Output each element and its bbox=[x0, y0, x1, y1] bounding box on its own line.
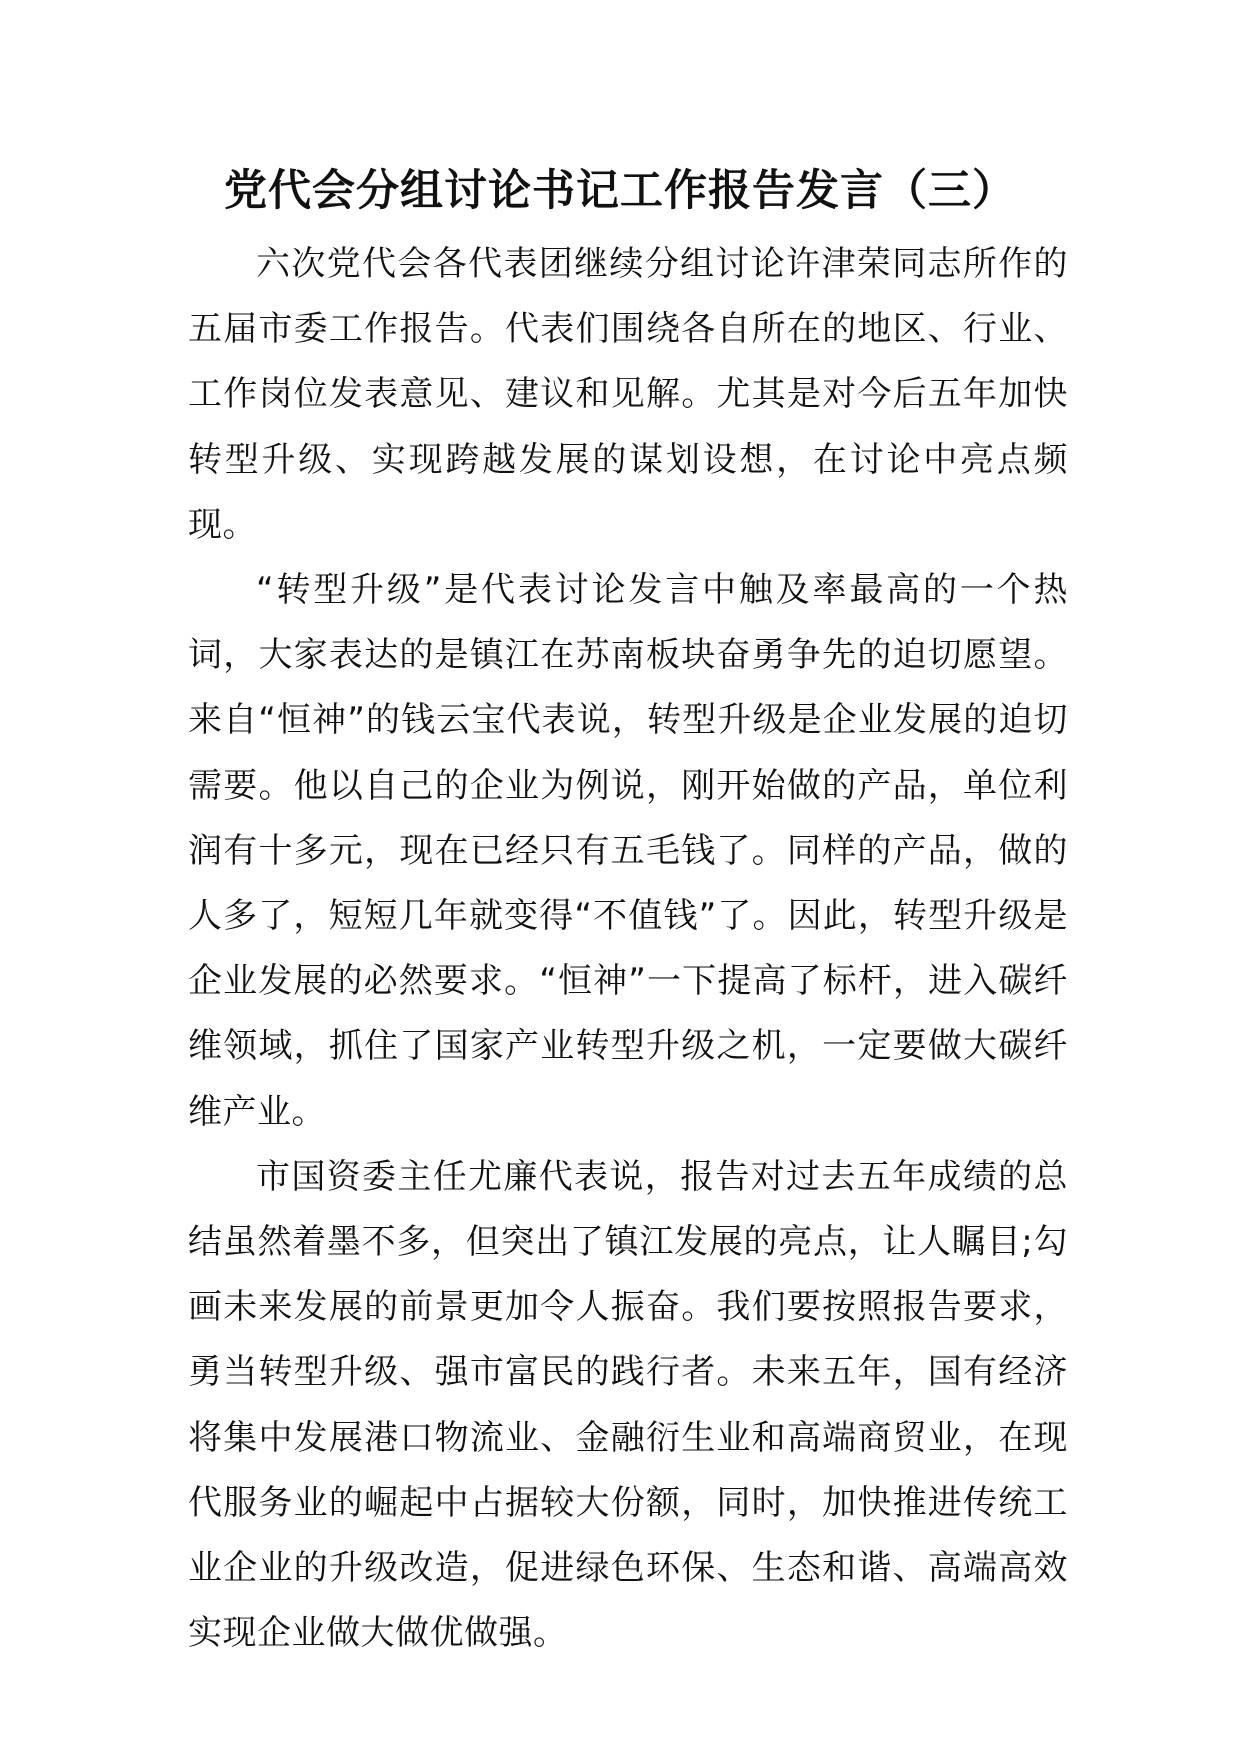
paragraph-2: “转型升级”是代表讨论发言中触及率最高的一个热词，大家表达的是镇江在苏南板块奋勇争先的迫切愿望。来自“恒神”的钱云宝代表说，转型升级是企业发展的迫切需要。他以自己的企业为例说，刚开始做的产品，单位利润有十多元，现在已经只有五毛钱了。同样的产品，做的人多了，短短几年就变得“不值钱”了。因此，转型升级是企业发展的必然要求。“恒神”一下提高了标杆，进入碳纤维领域，抓住了国家产业转型升级之机，一定要做大碳纤维产业。 bbox=[188, 570, 1068, 1132]
paragraph-1: 六次党代会各代表团继续分组讨论许津荣同志所作的五届市委工作报告。代表们围绕各自所在的地区、行业、工作岗位发表意见、建议和见解。尤其是对今后五年加快转型升级、实现跨越发展的谋划设想，在讨论中亮点频现。 bbox=[188, 244, 1068, 545]
document-body bbox=[188, 232, 1068, 1666]
paragraph-3: 市国资委主任尤廉代表说，报告对过去五年成绩的总结虽然着墨不多，但突出了镇江发展的亮点，让人瞩目;勾画未来发展的前景更加令人振奋。我们要按照报告要求，勇当转型升级、强市富民的践行者。未来五年，国有经济将集中发展港口物流业、金融衍生业和高端商贸业，在现代服务业的崛起中占据较大份额，同时，加快推进传统工业企业的升级改造，促进绿色环保、生态和谐、高端高效实现企业做大做优做强。 bbox=[188, 1156, 1068, 1654]
document-title: 党代会分组讨论书记工作报告发言（三） bbox=[224, 166, 1016, 216]
